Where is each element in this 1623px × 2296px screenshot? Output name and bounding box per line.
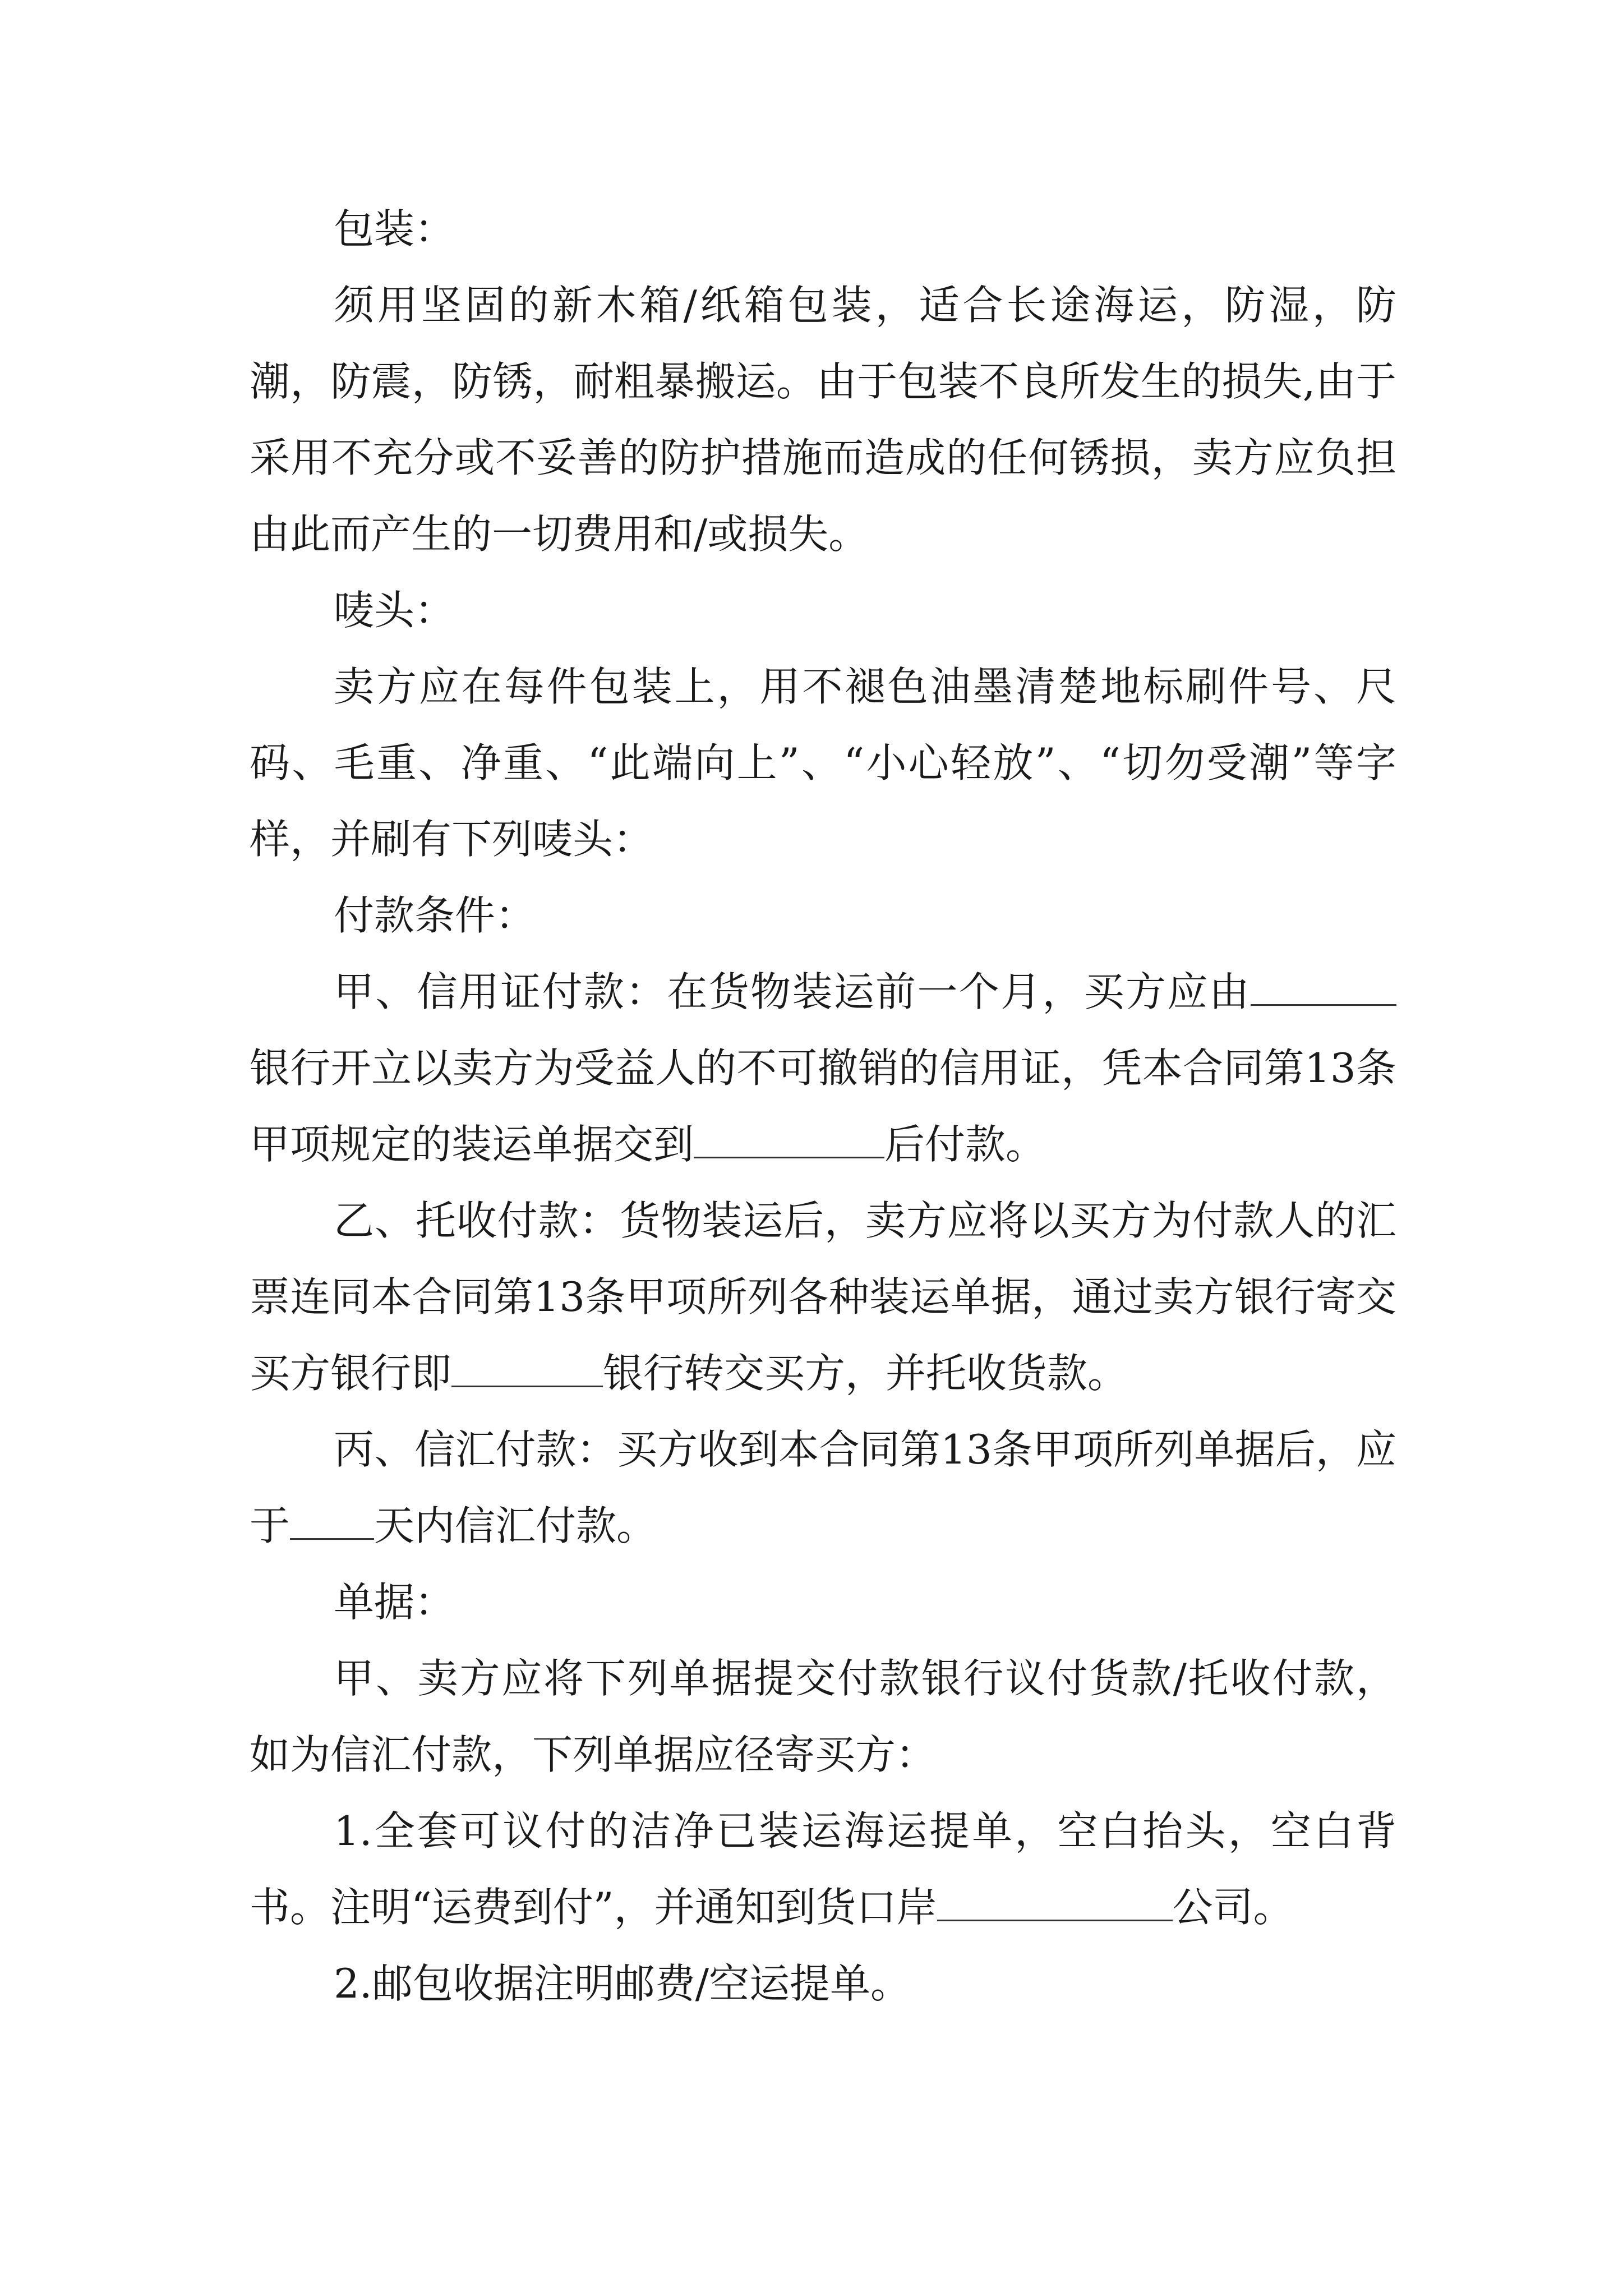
- payment-collection: [250, 1182, 1396, 1411]
- payment-a-text-2: 银行开立以卖方为受益人的不可撤销的信用证，凭本合同第13条甲项规定的装运单据交到: [250, 1045, 1396, 1168]
- issuing-bank-blank: [1251, 970, 1396, 1006]
- payment-mail-transfer: [250, 1411, 1396, 1564]
- packing-body: 须用坚固的新木箱/纸箱包装，适合长途海运，防湿，防潮，防震，防锈，耐粗暴搬运。由于包装不良所发生的损失,由于采用不充分或不妥善的防护措施而造成的任何锈损，卖方应负担由此而产生的一切费用和/或损失。: [250, 282, 1396, 558]
- payment-a-text-1: 甲、信用证付款：在货物装运前一个月，买方应由: [334, 968, 1251, 1015]
- payment-a-text-3: 后付款。: [884, 1121, 1046, 1168]
- payment-heading: 付款条件：: [334, 892, 536, 939]
- document-page: [250, 191, 1396, 2022]
- delivery-bank-blank: [694, 1123, 884, 1158]
- payment-letter-of-credit: [250, 954, 1396, 1182]
- payment-c-text-1: 丙、信汇付款：买方收到本合同第13条甲项所列单据后，应于: [250, 1426, 1396, 1549]
- documents-item-1: [250, 1793, 1396, 1945]
- payment-b-text-1: 乙、托收付款：货物装运后，卖方应将以买方为付款人的汇票连同本合同第13条甲项所列各种装运单据，通过卖方银行寄交买方银行即: [250, 1197, 1396, 1397]
- payment-c-text-2: 天内信汇付款。: [374, 1502, 657, 1549]
- documents-a: 甲、卖方应将下列单据提交付款银行议付货款/托收付款，如为信汇付款，下列单据应径寄买方：: [250, 1655, 1396, 1778]
- documents-item-2: 2.邮包收据注明邮费/空运提单。: [334, 1960, 911, 2007]
- marks-body: 卖方应在每件包装上，用不褪色油墨清楚地标刷件号、尺码、毛重、净重、“此端向上”、“小心轻放”、“切勿受潮”等字样，并刷有下列唛头：: [250, 663, 1396, 863]
- marks-heading: 唛头：: [334, 587, 455, 634]
- documents-1-text-2: 公司。: [1172, 1884, 1294, 1931]
- packing-heading: 包装：: [334, 205, 455, 252]
- documents-1-text-1: 1.全套可议付的洁净已装运海运提单，空白抬头，空白背书。注明“运费到付”，并通知到货口岸: [250, 1807, 1396, 1931]
- documents-heading: 单据：: [334, 1579, 455, 1626]
- notify-company-blank: [937, 1886, 1173, 1921]
- payment-b-text-2: 银行转交买方，并托收货款。: [603, 1350, 1128, 1397]
- buyer-bank-blank: [451, 1352, 603, 1387]
- days-blank: [290, 1504, 374, 1540]
